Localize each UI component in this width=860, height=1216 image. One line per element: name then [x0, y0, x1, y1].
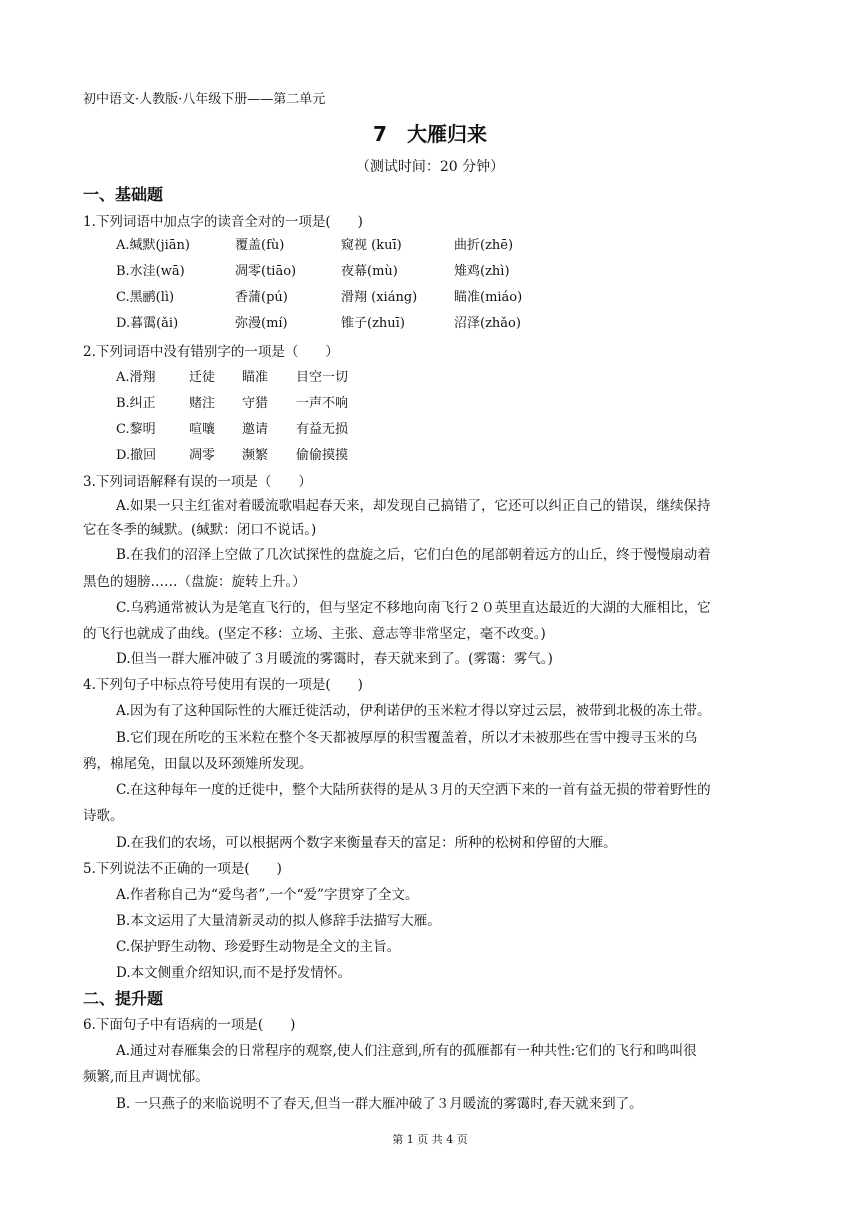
- q2-option-c-1: C.黎明: [116, 422, 156, 437]
- q3-option-c-line2: 的飞行也就成了曲线。(坚定不移：立场、主张、意志等非常坚定，毫不改变。): [83, 626, 546, 642]
- q2-option-a-3: 瞄准: [242, 370, 269, 385]
- q1-option-d-4: 沼泽(zhǎo): [454, 316, 521, 331]
- q4-option-b-line2: 鸦，棉尾兔，田鼠以及环颈雉所发现。: [83, 756, 313, 772]
- q2-option-d-4: 偷偷摸摸: [296, 448, 349, 463]
- section-advanced: 二、提升题: [83, 989, 164, 1008]
- question-5-stem: 5.下列说法不正确的一项是( ): [83, 861, 282, 877]
- section-basic: 一、基础题: [83, 185, 164, 204]
- q1-option-b-2: 凋零(tiāo): [235, 264, 297, 279]
- q2-option-a-2: 迁徒: [189, 370, 216, 385]
- q4-option-b-line1: B.它们现在所吃的玉米粒在整个冬天都被厚厚的积雪覆盖着，所以才未被那些在雪中搜寻玉米的乌: [116, 730, 698, 746]
- q1-option-b-4: 雉鸡(zhì): [454, 264, 510, 279]
- q3-option-d-line1: D.但当一群大雁冲破了３月暖流的雾霭时，春天就来到了。(雾霭：雾气。): [116, 651, 553, 667]
- q1-option-a-2: 覆盖(fù): [235, 238, 285, 253]
- q3-option-a-line1: A.如果一只主红雀对着暖流歌唱起春天来，却发现自己搞错了，它还可以纠正自己的错误，继续保持: [116, 498, 711, 514]
- q1-option-c-3: 滑翔 (xiáng): [341, 290, 418, 305]
- q4-option-a-line1: A.因为有了这种国际性的大雁迁徙活动，伊利诺伊的玉米粒才得以穿过云层，被带到北极的冻土带。: [116, 703, 711, 719]
- q1-option-d-3: 锥子(zhuī): [341, 316, 405, 331]
- q1-option-c-2: 香蒲(pú): [235, 290, 288, 305]
- q1-option-a-1: A.缄默(jiān): [116, 238, 190, 253]
- q2-option-b-1: B.纠正: [116, 396, 156, 411]
- q2-option-b-4: 一声不响: [296, 396, 349, 411]
- q3-option-a-line2: 它在冬季的缄默。(缄默：闭口不说话。): [83, 522, 317, 538]
- q1-option-a-4: 曲折(zhē): [454, 238, 514, 253]
- q1-option-c-4: 瞄准(miáo): [454, 290, 523, 305]
- question-2-stem: 2.下列词语中没有错别字的一项是（ ）: [83, 344, 339, 360]
- q3-option-b-line2: 黑色的翅膀……（盘旋：旋转上升。）: [83, 574, 306, 590]
- q2-option-a-1: A.滑翔: [116, 370, 156, 385]
- page-header: 初中语文·人教版·八年级下册——第二单元: [83, 92, 326, 107]
- page-footer: 第 1 页 共 4 页: [392, 1133, 468, 1146]
- q3-option-b-line1: B.在我们的沼泽上空做了几次试探性的盘旋之后，它们白色的尾部朝着远方的山丘，终于慢慢扇动着: [116, 547, 711, 563]
- q1-option-d-1: D.暮霭(ǎi): [116, 316, 179, 331]
- question-1-stem: 1.下列词语中加点字的读音全对的一项是( ): [83, 214, 363, 230]
- q2-option-d-2: 凋零: [189, 448, 216, 463]
- q2-option-b-3: 守猎: [242, 396, 269, 411]
- question-3-stem: 3.下列词语解释有误的一项是（ ）: [83, 474, 312, 490]
- q5-option-b: B.本文运用了大量清新灵动的拟人修辞手法描写大雁。: [116, 913, 441, 929]
- q2-option-d-3: 濒繁: [242, 448, 269, 463]
- page-title: 7 大雁归来: [373, 122, 487, 146]
- q2-option-b-2: 赌注: [189, 396, 216, 411]
- question-6-stem: 6.下面句子中有语病的一项是( ): [83, 1017, 296, 1033]
- q5-option-c: C.保护野生动物、珍爱野生动物是全文的主旨。: [116, 939, 401, 955]
- q2-option-a-4: 目空一切: [296, 370, 349, 385]
- q3-option-c-line1: C.乌鸦通常被认为是笔直飞行的，但与坚定不移地向南飞行２０英里直达最近的大湖的大雁相比，它: [116, 600, 711, 616]
- q2-option-c-3: 邀请: [242, 422, 269, 437]
- q1-option-a-3: 窥视 (kuī): [341, 238, 402, 253]
- q2-option-d-1: D.撤回: [116, 448, 157, 463]
- q5-option-d: D.本文侧重介绍知识,而不是抒发情怀。: [116, 965, 351, 981]
- q4-option-c-line1: C.在这种每年一度的迁徙中，整个大陆所获得的是从３月的天空洒下来的一首有益无损的带着野性的: [116, 782, 711, 798]
- q5-option-a: A.作者称自己为“爱鸟者”,一个“爱”字贯穿了全文。: [116, 887, 419, 903]
- q6-option-a-line1: A.通过对春雁集会的日常程序的观察,使人们注意到,所有的孤雁都有一种共性:它们的飞行和鸣叫很: [116, 1043, 697, 1059]
- q2-option-c-2: 喧嚷: [189, 422, 216, 437]
- test-time: （测试时间：20 分钟）: [355, 159, 505, 175]
- q4-option-d-line1: D.在我们的农场，可以根据两个数字来衡量春天的富足：所种的松树和停留的大雁。: [116, 835, 617, 851]
- q6-option-a-line2: 频繁,而且声调忧郁。: [83, 1069, 209, 1085]
- question-4-stem: 4.下列句子中标点符号使用有误的一项是( ): [83, 677, 363, 693]
- q1-option-d-2: 弥漫(mí): [235, 316, 288, 331]
- q2-option-c-4: 有益无损: [296, 422, 349, 437]
- q6-option-b-line1: B. 一只燕子的来临说明不了春天,但当一群大雁冲破了３月暖流的雾霭时,春天就来到了。: [116, 1096, 643, 1112]
- q1-option-c-1: C.黑鹂(lì): [116, 290, 175, 305]
- q1-option-b-1: B.水洼(wā): [116, 264, 185, 279]
- q4-option-c-line2: 诗歌。: [83, 808, 124, 824]
- q1-option-b-3: 夜幕(mù): [341, 264, 398, 279]
